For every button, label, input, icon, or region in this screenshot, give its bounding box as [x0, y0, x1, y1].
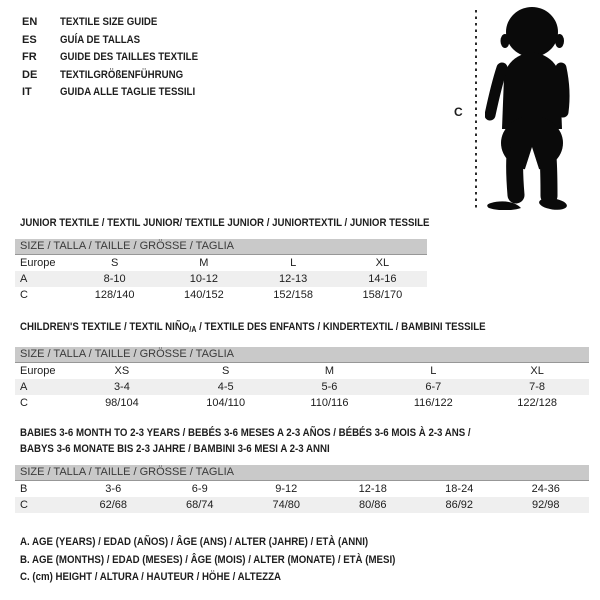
- size-cell: L: [290, 257, 297, 269]
- row-label: Europe: [20, 257, 56, 269]
- size-cell: 110/116: [310, 397, 349, 409]
- size-figure: [450, 5, 598, 211]
- size-header-bar: SIZE / TALLA / TAILLE / GRÖSSE / TAGLIA: [15, 465, 589, 481]
- size-cell: 14-16: [368, 273, 397, 285]
- height-measure-label: C: [454, 105, 463, 119]
- size-cell: 92/98: [531, 499, 560, 511]
- size-cell: 7-8: [529, 381, 546, 393]
- language-row-es: [22, 32, 217, 50]
- size-cell: M: [324, 365, 335, 377]
- size-cell: 9-12: [275, 483, 298, 495]
- size-cell: 140/152: [183, 289, 224, 301]
- size-cell: 98/104: [105, 397, 139, 409]
- row-label: C: [20, 397, 28, 409]
- table-row: [15, 271, 427, 287]
- size-header-bar: SIZE / TALLA / TAILLE / GRÖSSE / TAGLIA: [15, 239, 427, 255]
- children-size-table: [15, 347, 589, 411]
- size-cell: 104/110: [206, 397, 246, 409]
- language-code: DE: [22, 68, 38, 81]
- babies-size-table: [15, 465, 589, 513]
- title-part: CHILDREN'S TEXTILE / TEXTIL NIÑO: [20, 321, 190, 333]
- size-cell: 68/74: [185, 499, 214, 511]
- row-label: C: [20, 289, 28, 301]
- size-cell: 116/122: [413, 397, 453, 409]
- language-row-en: [22, 14, 217, 32]
- table-row: [15, 395, 589, 411]
- row-label: A: [20, 381, 28, 393]
- children-table-title-text: [20, 319, 486, 338]
- language-row-it: [22, 84, 217, 102]
- language-code: EN: [22, 16, 38, 28]
- size-cell: 3-6: [105, 483, 122, 495]
- note-a: A. AGE (YEARS) / EDAD (AÑOS) / ÂGE (ANS) / ALTER (JAHRE) / ETÀ (ANNI): [20, 536, 369, 548]
- junior-table-title-text: JUNIOR TEXTILE / TEXTIL JUNIOR/ TEXTILE JUNIOR / JUNIORTEXTIL / JUNIOR TESSILE: [20, 217, 430, 229]
- language-row-fr: [22, 49, 217, 67]
- size-cell: XS: [114, 365, 130, 377]
- table-row: [15, 379, 589, 395]
- note-c: C. (cm) HEIGHT / ALTURA / HAUTEUR / HÖHE / ALTEZZA: [20, 571, 282, 583]
- table-row: [15, 497, 589, 513]
- size-cell: 62/68: [99, 499, 128, 511]
- table-row: [15, 255, 427, 271]
- row-label: A: [20, 273, 28, 285]
- children-table-grid: [15, 363, 589, 411]
- language-title: GUIDA ALLE TAGLIE TESSILI: [60, 86, 196, 98]
- language-code: FR: [22, 51, 37, 63]
- note-b: B. AGE (MONTHS) / EDAD (MESES) / ÂGE (MOIS) / ALTER (MONATE) / ETÀ (MESI): [20, 553, 396, 566]
- size-cell: 74/80: [272, 499, 301, 511]
- babies-table-grid: [15, 481, 589, 513]
- size-cell: 18-24: [445, 483, 474, 495]
- size-cell: M: [199, 257, 209, 269]
- size-cell: 5-6: [321, 381, 338, 393]
- size-cell: S: [222, 365, 230, 377]
- size-cell: S: [110, 257, 119, 269]
- language-row-de: [22, 67, 217, 85]
- size-cell: L: [430, 365, 437, 377]
- row-label: C: [20, 499, 28, 511]
- babies-table-title-line2: BABYS 3-6 MONATE BIS 2-3 JAHRE / BAMBINI 3-6 MESI A 2-3 ANNI: [20, 443, 330, 455]
- height-measure-line: [475, 10, 477, 208]
- language-title: TEXTILGRÖßENFÜHRUNG: [60, 68, 184, 81]
- legend-notes: [20, 534, 447, 587]
- title-subscript: /A: [189, 325, 197, 334]
- table-row: [15, 287, 427, 303]
- table-row: [15, 363, 589, 379]
- size-cell: 80/86: [358, 499, 387, 511]
- size-cell: 6-7: [425, 381, 442, 393]
- language-legend: [22, 14, 217, 102]
- baby-silhouette-icon: [485, 5, 595, 210]
- size-cell: 86/92: [445, 499, 474, 511]
- babies-table-title: [20, 425, 532, 457]
- title-part: / TEXTILE DES ENFANTS / KINDERTEXTIL / BAMBINI TESSILE: [196, 321, 486, 333]
- row-label: Europe: [20, 365, 56, 377]
- junior-size-table: [15, 239, 427, 303]
- language-code: ES: [22, 33, 37, 46]
- junior-table-grid: [15, 255, 427, 303]
- size-cell: XL: [375, 257, 390, 269]
- size-cell: 24-36: [531, 483, 560, 495]
- table-row: [15, 481, 589, 497]
- language-code: IT: [22, 86, 32, 98]
- size-cell: 152/158: [273, 289, 313, 301]
- size-header-bar: SIZE / TALLA / TAILLE / GRÖSSE / TAGLIA: [15, 347, 589, 363]
- size-cell: 4-5: [217, 381, 234, 393]
- children-table-title: [20, 319, 549, 338]
- size-cell: 12-13: [279, 273, 308, 285]
- size-cell: 158/170: [362, 289, 403, 301]
- size-cell: 6-9: [191, 483, 208, 495]
- size-cell: 10-12: [189, 273, 218, 285]
- babies-table-title-line1: BABIES 3-6 MONTH TO 2-3 YEARS / BEBÉS 3-6 MESES A 2-3 AÑOS / BÉBÉS 3-6 MOIS À 2-3 ANS /: [20, 427, 471, 439]
- size-cell: 128/140: [94, 289, 135, 301]
- junior-table-title: [20, 215, 485, 231]
- language-title: TEXTILE SIZE GUIDE: [60, 16, 158, 28]
- language-title: GUÍA DE TALLAS: [60, 33, 141, 46]
- size-cell: XL: [530, 365, 544, 377]
- size-cell: 12-18: [358, 483, 387, 495]
- size-cell: 122/128: [517, 397, 557, 409]
- row-label: B: [20, 483, 28, 495]
- size-cell: 8-10: [103, 273, 126, 285]
- language-title: GUIDE DES TAILLES TEXTILE: [60, 51, 199, 63]
- size-cell: 3-4: [113, 381, 130, 393]
